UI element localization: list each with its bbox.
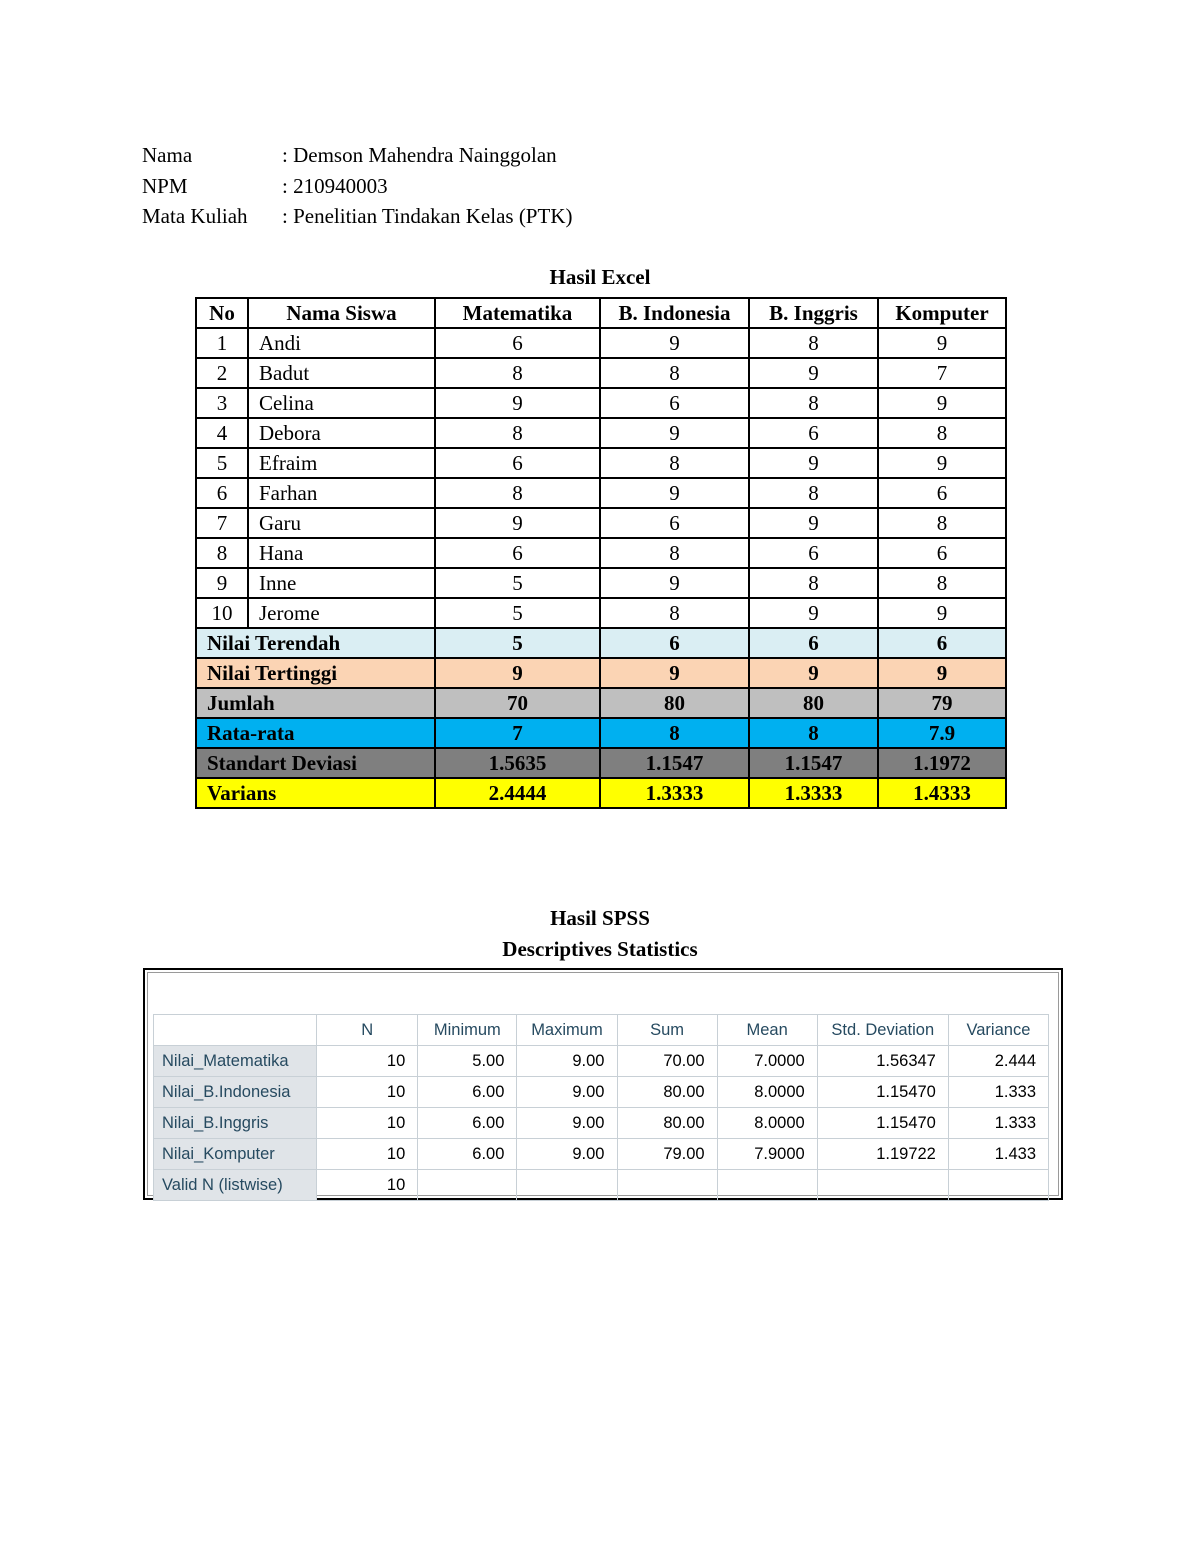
spss-cell: 8.0000 (717, 1108, 817, 1139)
summary-label: Nilai Tertinggi (196, 658, 435, 688)
spss-cell: 5.00 (418, 1046, 517, 1077)
summary-label: Varians (196, 778, 435, 808)
spss-cell: 10 (317, 1077, 418, 1108)
spss-subtitle: Descriptives Statistics (502, 937, 698, 961)
summary-value: 1.1547 (749, 748, 878, 778)
cell-name: Jerome (248, 598, 435, 628)
info-value: : Demson Mahendra Nainggolan (282, 143, 557, 167)
summary-value: 6 (600, 628, 749, 658)
spss-row-label: Nilai_B.Indonesia (154, 1077, 317, 1108)
cell-no: 1 (196, 328, 248, 358)
cell-score: 6 (749, 418, 878, 448)
cell-score: 9 (600, 418, 749, 448)
spss-cell (717, 1170, 817, 1201)
summary-row (196, 688, 1006, 718)
summary-value: 9 (878, 658, 1006, 688)
spss-row (154, 1046, 1049, 1077)
spss-cell: 70.00 (617, 1046, 717, 1077)
table-row (196, 328, 1006, 358)
spss-cell: 6.00 (418, 1108, 517, 1139)
cell-score: 8 (600, 598, 749, 628)
cell-score: 9 (435, 388, 600, 418)
cell-score: 9 (435, 508, 600, 538)
info-value: : Penelitian Tindakan Kelas (PTK) (282, 204, 573, 228)
spss-cell: 9.00 (517, 1108, 617, 1139)
summary-value: 7.9 (878, 718, 1006, 748)
cell-score: 9 (749, 508, 878, 538)
spss-cell: 1.15470 (817, 1077, 948, 1108)
cell-score: 8 (600, 538, 749, 568)
cell-score: 9 (749, 358, 878, 388)
spss-cell: 9.00 (517, 1139, 617, 1170)
summary-value: 9 (600, 658, 749, 688)
col-header-b-inggris: B. Inggris (749, 298, 878, 328)
summary-value: 79 (878, 688, 1006, 718)
spss-cell: 7.0000 (717, 1046, 817, 1077)
cell-no: 2 (196, 358, 248, 388)
summary-value: 2.4444 (435, 778, 600, 808)
info-label: Mata Kuliah (142, 204, 248, 228)
spss-cell: 1.333 (948, 1108, 1048, 1139)
spss-cell (418, 1170, 517, 1201)
cell-score: 9 (600, 478, 749, 508)
cell-name: Hana (248, 538, 435, 568)
spss-col-header: Sum (617, 1015, 717, 1046)
summary-row (196, 658, 1006, 688)
summary-label: Nilai Terendah (196, 628, 435, 658)
table-row (196, 598, 1006, 628)
summary-value: 8 (600, 718, 749, 748)
cell-score: 8 (749, 478, 878, 508)
spss-cell: 1.15470 (817, 1108, 948, 1139)
spss-col-header (154, 1015, 317, 1046)
table-row (196, 478, 1006, 508)
summary-value: 7 (435, 718, 600, 748)
col-header-no: No (196, 298, 248, 328)
spss-table (153, 1014, 1049, 1201)
cell-score: 5 (435, 598, 600, 628)
table-row (196, 538, 1006, 568)
spss-cell (817, 1170, 948, 1201)
cell-score: 5 (435, 568, 600, 598)
summary-value: 5 (435, 628, 600, 658)
cell-score: 6 (600, 508, 749, 538)
col-header-matematika: Matematika (435, 298, 600, 328)
cell-score: 8 (600, 358, 749, 388)
cell-score: 9 (878, 328, 1006, 358)
table-row (196, 508, 1006, 538)
info-row-nama (142, 140, 572, 171)
summary-label: Standart Deviasi (196, 748, 435, 778)
cell-score: 9 (749, 448, 878, 478)
table-row (196, 418, 1006, 448)
spss-cell: 6.00 (418, 1077, 517, 1108)
summary-value: 80 (600, 688, 749, 718)
spss-row (154, 1170, 1049, 1201)
cell-score: 9 (878, 598, 1006, 628)
summary-value: 6 (749, 628, 878, 658)
col-header-nama-siswa: Nama Siswa (248, 298, 435, 328)
summary-value: 70 (435, 688, 600, 718)
cell-no: 10 (196, 598, 248, 628)
student-info (142, 140, 572, 232)
cell-name: Badut (248, 358, 435, 388)
summary-value: 6 (878, 628, 1006, 658)
cell-score: 6 (878, 538, 1006, 568)
table-row (196, 388, 1006, 418)
cell-no: 3 (196, 388, 248, 418)
col-header-b-indonesia: B. Indonesia (600, 298, 749, 328)
cell-no: 6 (196, 478, 248, 508)
cell-score: 9 (600, 568, 749, 598)
cell-score: 8 (878, 568, 1006, 598)
col-header-komputer: Komputer (878, 298, 1006, 328)
spss-cell: 6.00 (418, 1139, 517, 1170)
summary-value: 1.3333 (600, 778, 749, 808)
spss-cell: 9.00 (517, 1077, 617, 1108)
summary-value: 1.4333 (878, 778, 1006, 808)
spss-col-header: Variance (948, 1015, 1048, 1046)
table-row (196, 358, 1006, 388)
cell-name: Andi (248, 328, 435, 358)
spss-col-header: N (317, 1015, 418, 1046)
summary-value: 1.3333 (749, 778, 878, 808)
cell-score: 6 (435, 448, 600, 478)
summary-value: 1.5635 (435, 748, 600, 778)
spss-cell: 10 (317, 1170, 418, 1201)
summary-row (196, 778, 1006, 808)
cell-score: 8 (878, 508, 1006, 538)
spss-row-label: Nilai_Matematika (154, 1046, 317, 1077)
cell-score: 8 (749, 568, 878, 598)
info-row-npm (142, 171, 572, 202)
spss-row-label: Nilai_B.Inggris (154, 1108, 317, 1139)
cell-score: 6 (435, 328, 600, 358)
info-label: NPM (142, 173, 188, 198)
spss-cell: 2.444 (948, 1046, 1048, 1077)
spss-cell: 79.00 (617, 1139, 717, 1170)
spss-cell: 10 (317, 1139, 418, 1170)
spss-col-header: Maximum (517, 1015, 617, 1046)
cell-no: 7 (196, 508, 248, 538)
cell-score: 8 (878, 418, 1006, 448)
spss-row (154, 1139, 1049, 1170)
cell-name: Garu (248, 508, 435, 538)
cell-score: 6 (435, 538, 600, 568)
spss-title: Hasil SPSS (550, 906, 650, 930)
spss-cell: 80.00 (617, 1108, 717, 1139)
spss-row-label: Valid N (listwise) (154, 1170, 317, 1201)
summary-value: 8 (749, 718, 878, 748)
cell-no: 8 (196, 538, 248, 568)
spss-col-header: Mean (717, 1015, 817, 1046)
spss-row-label: Nilai_Komputer (154, 1139, 317, 1170)
spss-cell: 7.9000 (717, 1139, 817, 1170)
summary-value: 9 (435, 658, 600, 688)
spss-cell: 10 (317, 1046, 418, 1077)
summary-label: Rata-rata (196, 718, 435, 748)
table-row (196, 568, 1006, 598)
summary-value: 9 (749, 658, 878, 688)
spss-cell (617, 1170, 717, 1201)
cell-score: 9 (878, 388, 1006, 418)
summary-value: 1.1547 (600, 748, 749, 778)
spss-output-frame (143, 968, 1063, 1200)
summary-row (196, 628, 1006, 658)
cell-name: Debora (248, 418, 435, 448)
info-row-mata-kuliah (142, 201, 572, 232)
spss-cell: 10 (317, 1108, 418, 1139)
spss-col-header: Minimum (418, 1015, 517, 1046)
info-label: Nama (142, 143, 193, 167)
spss-row (154, 1108, 1049, 1139)
spss-cell: 1.333 (948, 1077, 1048, 1108)
cell-score: 6 (878, 478, 1006, 508)
cell-score: 6 (600, 388, 749, 418)
summary-row (196, 748, 1006, 778)
summary-value: 1.1972 (878, 748, 1006, 778)
cell-score: 9 (878, 448, 1006, 478)
table-row (196, 448, 1006, 478)
cell-score: 8 (435, 418, 600, 448)
summary-value: 80 (749, 688, 878, 718)
spss-cell (948, 1170, 1048, 1201)
spss-row (154, 1077, 1049, 1108)
spss-cell (517, 1170, 617, 1201)
cell-score: 8 (435, 478, 600, 508)
summary-label: Jumlah (196, 688, 435, 718)
cell-no: 4 (196, 418, 248, 448)
spss-cell: 9.00 (517, 1046, 617, 1077)
cell-score: 9 (600, 328, 749, 358)
info-value: : 210940003 (282, 173, 388, 198)
spss-col-header: Std. Deviation (817, 1015, 948, 1046)
spss-cell: 1.56347 (817, 1046, 948, 1077)
summary-row (196, 718, 1006, 748)
cell-score: 8 (435, 358, 600, 388)
cell-name: Efraim (248, 448, 435, 478)
spss-cell: 1.19722 (817, 1139, 948, 1170)
cell-no: 9 (196, 568, 248, 598)
cell-name: Celina (248, 388, 435, 418)
spss-cell: 80.00 (617, 1077, 717, 1108)
cell-no: 5 (196, 448, 248, 478)
cell-score: 8 (749, 328, 878, 358)
cell-name: Inne (248, 568, 435, 598)
cell-score: 8 (600, 448, 749, 478)
cell-score: 7 (878, 358, 1006, 388)
cell-score: 8 (749, 388, 878, 418)
spss-cell: 8.0000 (717, 1077, 817, 1108)
cell-name: Farhan (248, 478, 435, 508)
excel-table (195, 297, 1007, 809)
spss-header-row (154, 1015, 1049, 1046)
excel-header-row (196, 298, 1006, 328)
spss-cell: 1.433 (948, 1139, 1048, 1170)
excel-title: Hasil Excel (549, 265, 651, 289)
cell-score: 9 (749, 598, 878, 628)
cell-score: 6 (749, 538, 878, 568)
